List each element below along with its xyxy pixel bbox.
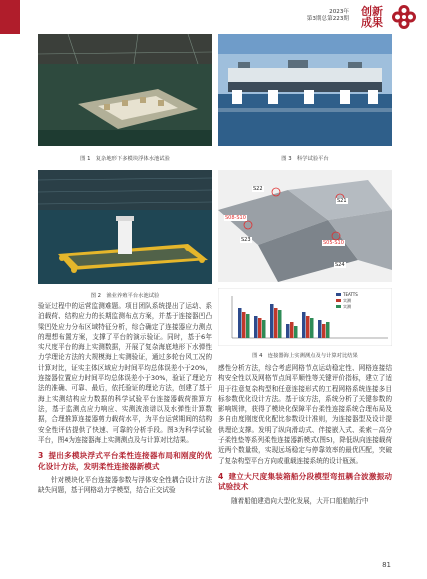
figure-3-caption: 图 3 科学试验平台 [281, 156, 329, 162]
fig5-label-0: S22 [253, 186, 263, 192]
chart-bar [238, 308, 242, 338]
fig5-label-1: S21 [337, 198, 347, 204]
chart-bar [242, 312, 246, 338]
right-paragraph-1: 感性分析方法，综合考虑网格节点运动稳定性、网格连接结构安全性以及网格节点间平顺性等关键评价指标，建立了适用于往意复杂构型和任意连接形式的工程网格系统连接多目标参数优化设计方法。基于该方法，系统分析了关键参数的影响规律，获得了模块化保障平台柔性连接系统合理布局及多自由度刚度优化配比参数设计准则，为连接器型及设计提供理论支撑。发明了纵向滑动式、伴接嵌入式、柔索－高分子柔性垫等系列柔性连接器新模式(图5)，降低纵向连接载荷近两个数量级，实现远场稳定与停靠效率的最优匹配，突破了复杂构型平台方向或重载连接系统的设计瓶颈。 [218, 364, 392, 465]
chart-bar [258, 318, 262, 338]
section-3-number: 3 [38, 451, 44, 461]
chart-bar [270, 304, 274, 338]
fig5-label-3: S05-S10 [323, 240, 344, 246]
figure-4-chart [218, 288, 392, 346]
chart-bar [274, 308, 278, 338]
quatrefoil-logo-icon [391, 4, 417, 30]
section-3-heading [38, 451, 212, 472]
chart-bar [306, 316, 310, 338]
column-title [361, 6, 383, 28]
chart-bar [278, 310, 282, 338]
issue-number: 第3期总第223期 [306, 16, 349, 22]
chart-bar [318, 320, 322, 338]
left-paragraph-2: 针对模块化平台连接器参数与浮体安全性耦合设计方法缺失问题，基于网格动力学模型，结合正交试验 [38, 475, 212, 495]
fig5-label-2: S08-S10 [225, 215, 246, 221]
chart-bar [302, 312, 306, 338]
chart-bar [294, 326, 298, 338]
fig5-label-5: S24 [335, 262, 345, 268]
legend-1: 实测 [343, 298, 351, 303]
section-3-title: 提出多模块浮式平台柔性连接器布局和刚度的优化设计方法，发明柔性连接器新模式 [38, 451, 212, 471]
figure-1-caption: 图 1 复杂地形下多模块浮体水池试验 [80, 156, 170, 162]
figure-4-caption: 图 4 连接器海上实测测点及与计算对比结果 [252, 353, 358, 359]
chart-bar [286, 324, 290, 338]
issue-year: 2023年 [329, 9, 349, 15]
right-column [218, 363, 392, 506]
header-red-block [0, 0, 20, 34]
legend-0: TEATTS [343, 292, 358, 297]
issue-info [307, 9, 349, 23]
figure-2-caption: 图 2 渔业养殖平台水池试验 [90, 293, 160, 299]
column-title-text: 创新成果 [361, 5, 383, 29]
section-4-number: 4 [218, 471, 224, 481]
fig5-label-4: S23 [241, 237, 251, 243]
chart-bar [326, 322, 330, 338]
chart-bar [310, 318, 314, 338]
left-paragraph-1: 验证过程中的运营监测难题。项目团队系统提出了运动、系泊载荷、结构应力的长期监测布点方案，并基于连接器凹凸梁凹处应力分布区域特征分析，综合确定了连接器应力测点的理想布置方案，支撑了平台的演示验证。同时，基于6年实尺度平台的海上实测数据，开展了复杂海底地形下水弹性力学理论方法的大规模海上实测验证，通过多轮台风工况的计算对比，证实主体区域应力时间平均总体误差小于20%，连接器位置应力时间平均总体误差小于30%，验证了理论方法的准确、可靠、最后，依托验证的理论方法，创建了基于海上实测结构应力数据的科学试验平台连接器载荷推算方法，基于监测点应力响应、实测波浪谱以及水弹性计算数据，合理推算连接器剪力载荷水平，为平台运营期间的结构安全性评估提供了快速、可靠的分析手段。图3为科学试验平台，图4为连接器海上实测测点及与计算对比结果。 [38, 302, 212, 444]
chart-bar [290, 322, 294, 338]
figure-4-photo [218, 170, 392, 282]
chart-bar [262, 320, 266, 338]
figure-1-photo [38, 34, 212, 146]
figure-2-photo [38, 170, 212, 284]
page-number: 81 [382, 561, 391, 569]
chart-bar [254, 316, 258, 338]
left-column [38, 301, 212, 496]
figure-4-chart-svg [218, 288, 392, 346]
chart-bar [322, 324, 326, 338]
right-paragraph-2: 随着船舶建造向大型化发展，大开口船舶航行中 [231, 496, 369, 505]
legend-2: 实测 [343, 304, 351, 309]
chart-bar [246, 314, 250, 338]
section-4-title: 建立大尺度集装箱船分段模型弯扭耦合波激振动试验技术 [218, 471, 392, 492]
figure-3-photo [218, 34, 392, 146]
section-4-heading [218, 472, 392, 493]
